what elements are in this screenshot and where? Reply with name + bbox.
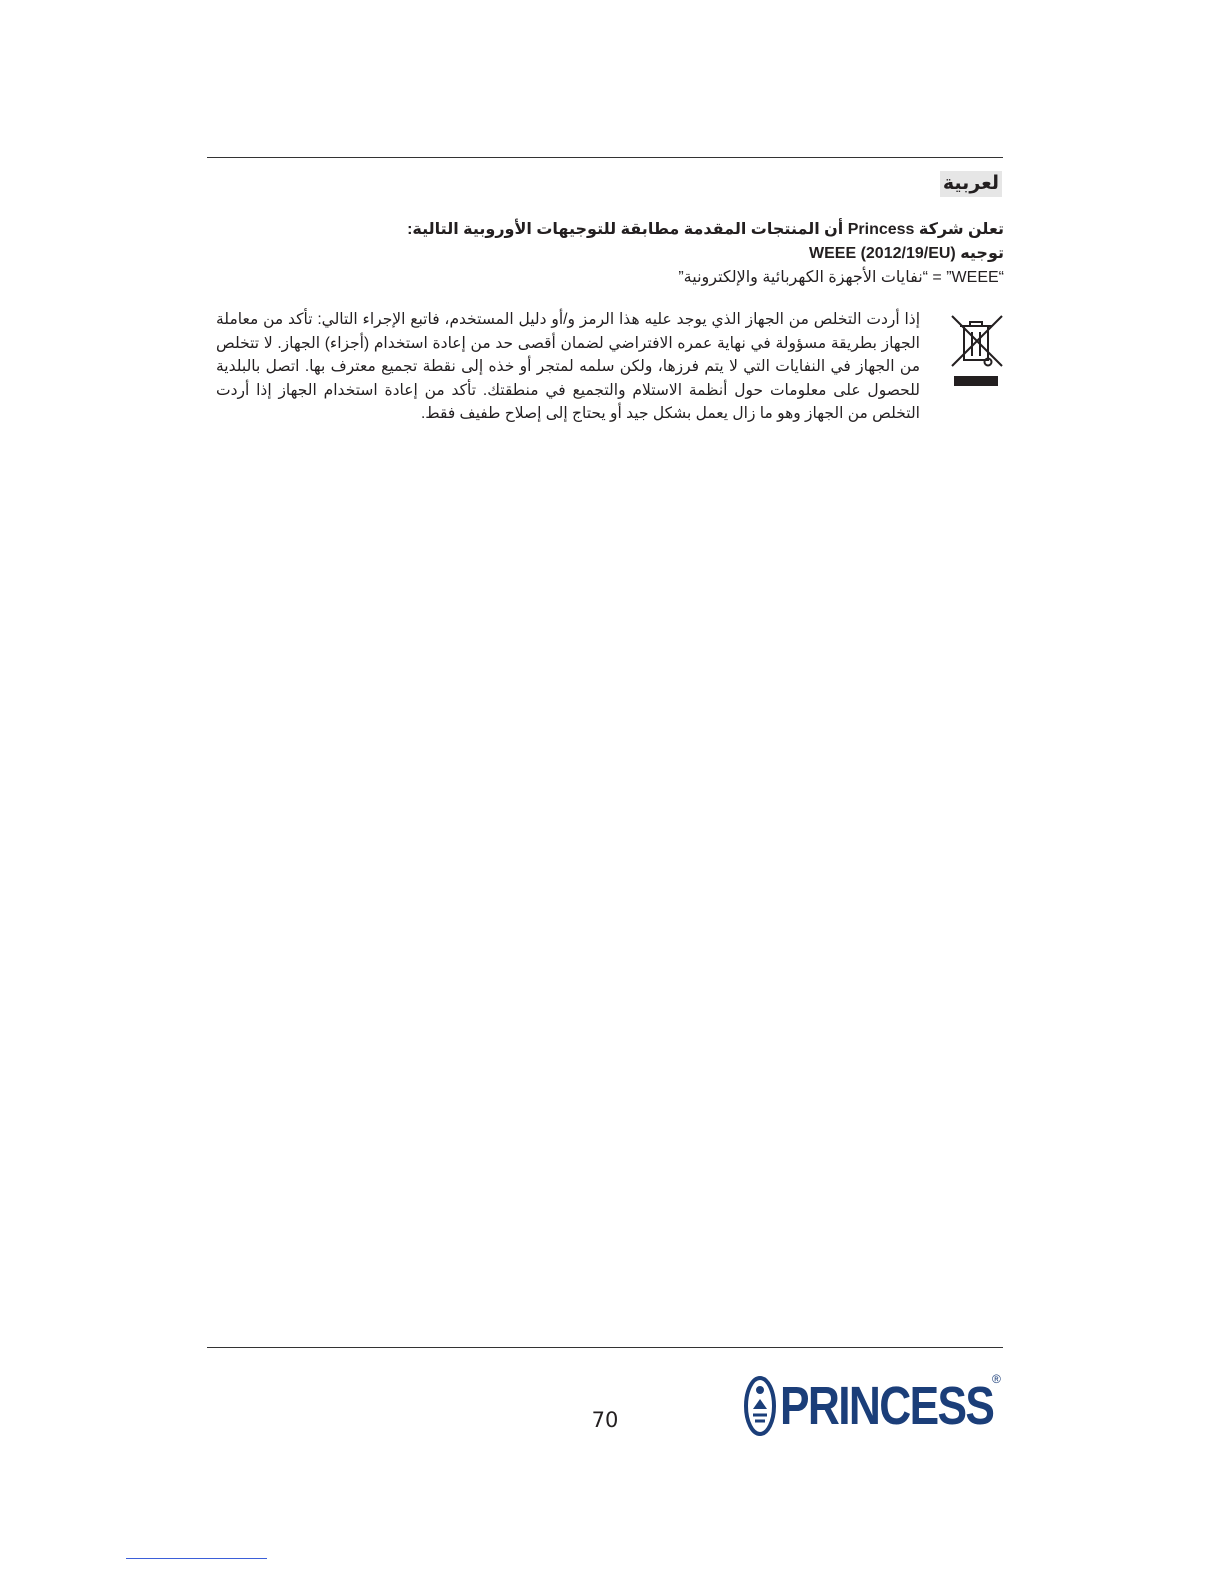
declaration-line: تعلن شركة Princess أن المنتجات المقدمة مطابقة للتوجيهات الأوروبية التالية: [407,221,1004,238]
top-divider [207,157,1003,158]
crossed-out-wheelie-bin-icon [948,312,1004,392]
page-number: 70 [591,1408,619,1432]
brand-wordmark: PRINCESS [780,1376,994,1436]
princess-emblem-icon [744,1375,776,1437]
weee-disposal-text: إذا أردت التخلص من الجهاز الذي يوجد عليه هذا الرمز و/أو دليل المستخدم، فاتبع الإجراء التالي: تأكد من معاملة الجهاز بطريقة مسؤولة في نهاية عمره الافتراضي لضمان أقصى حد من إعادة استخدام (أجزاء) الجهاز. لا تتخلص من الجهاز في النفايات التي لا يتم فرزها، ولكن سلمه لمتجر أو خذه إلى نقطة تجميع معترف بها. اتصل بالبلدية للحصول على معلومات حول أنظمة الاستلام والتجميع في منطقتك. تأكد من إعادة استخدام الجهاز إذا أردت التخلص من الجهاز وهو ما زال يعمل بشكل جيد أو يحتاج إلى إصلاح طفيف فقط. [216,311,920,423]
definition-line: “WEEE” = “نفايات الأجهزة الكهربائية والإلكترونية” [678,269,1004,286]
registered-mark: ® [992,1372,1001,1386]
princess-logo [744,1372,1040,1440]
directive-line: توجيه WEEE (2012/19/EU) [809,245,1004,262]
section-title: لعربية [940,171,1002,197]
intro-block [214,218,1004,290]
bottom-divider [207,1347,1003,1348]
footer-link-underline [126,1558,267,1559]
